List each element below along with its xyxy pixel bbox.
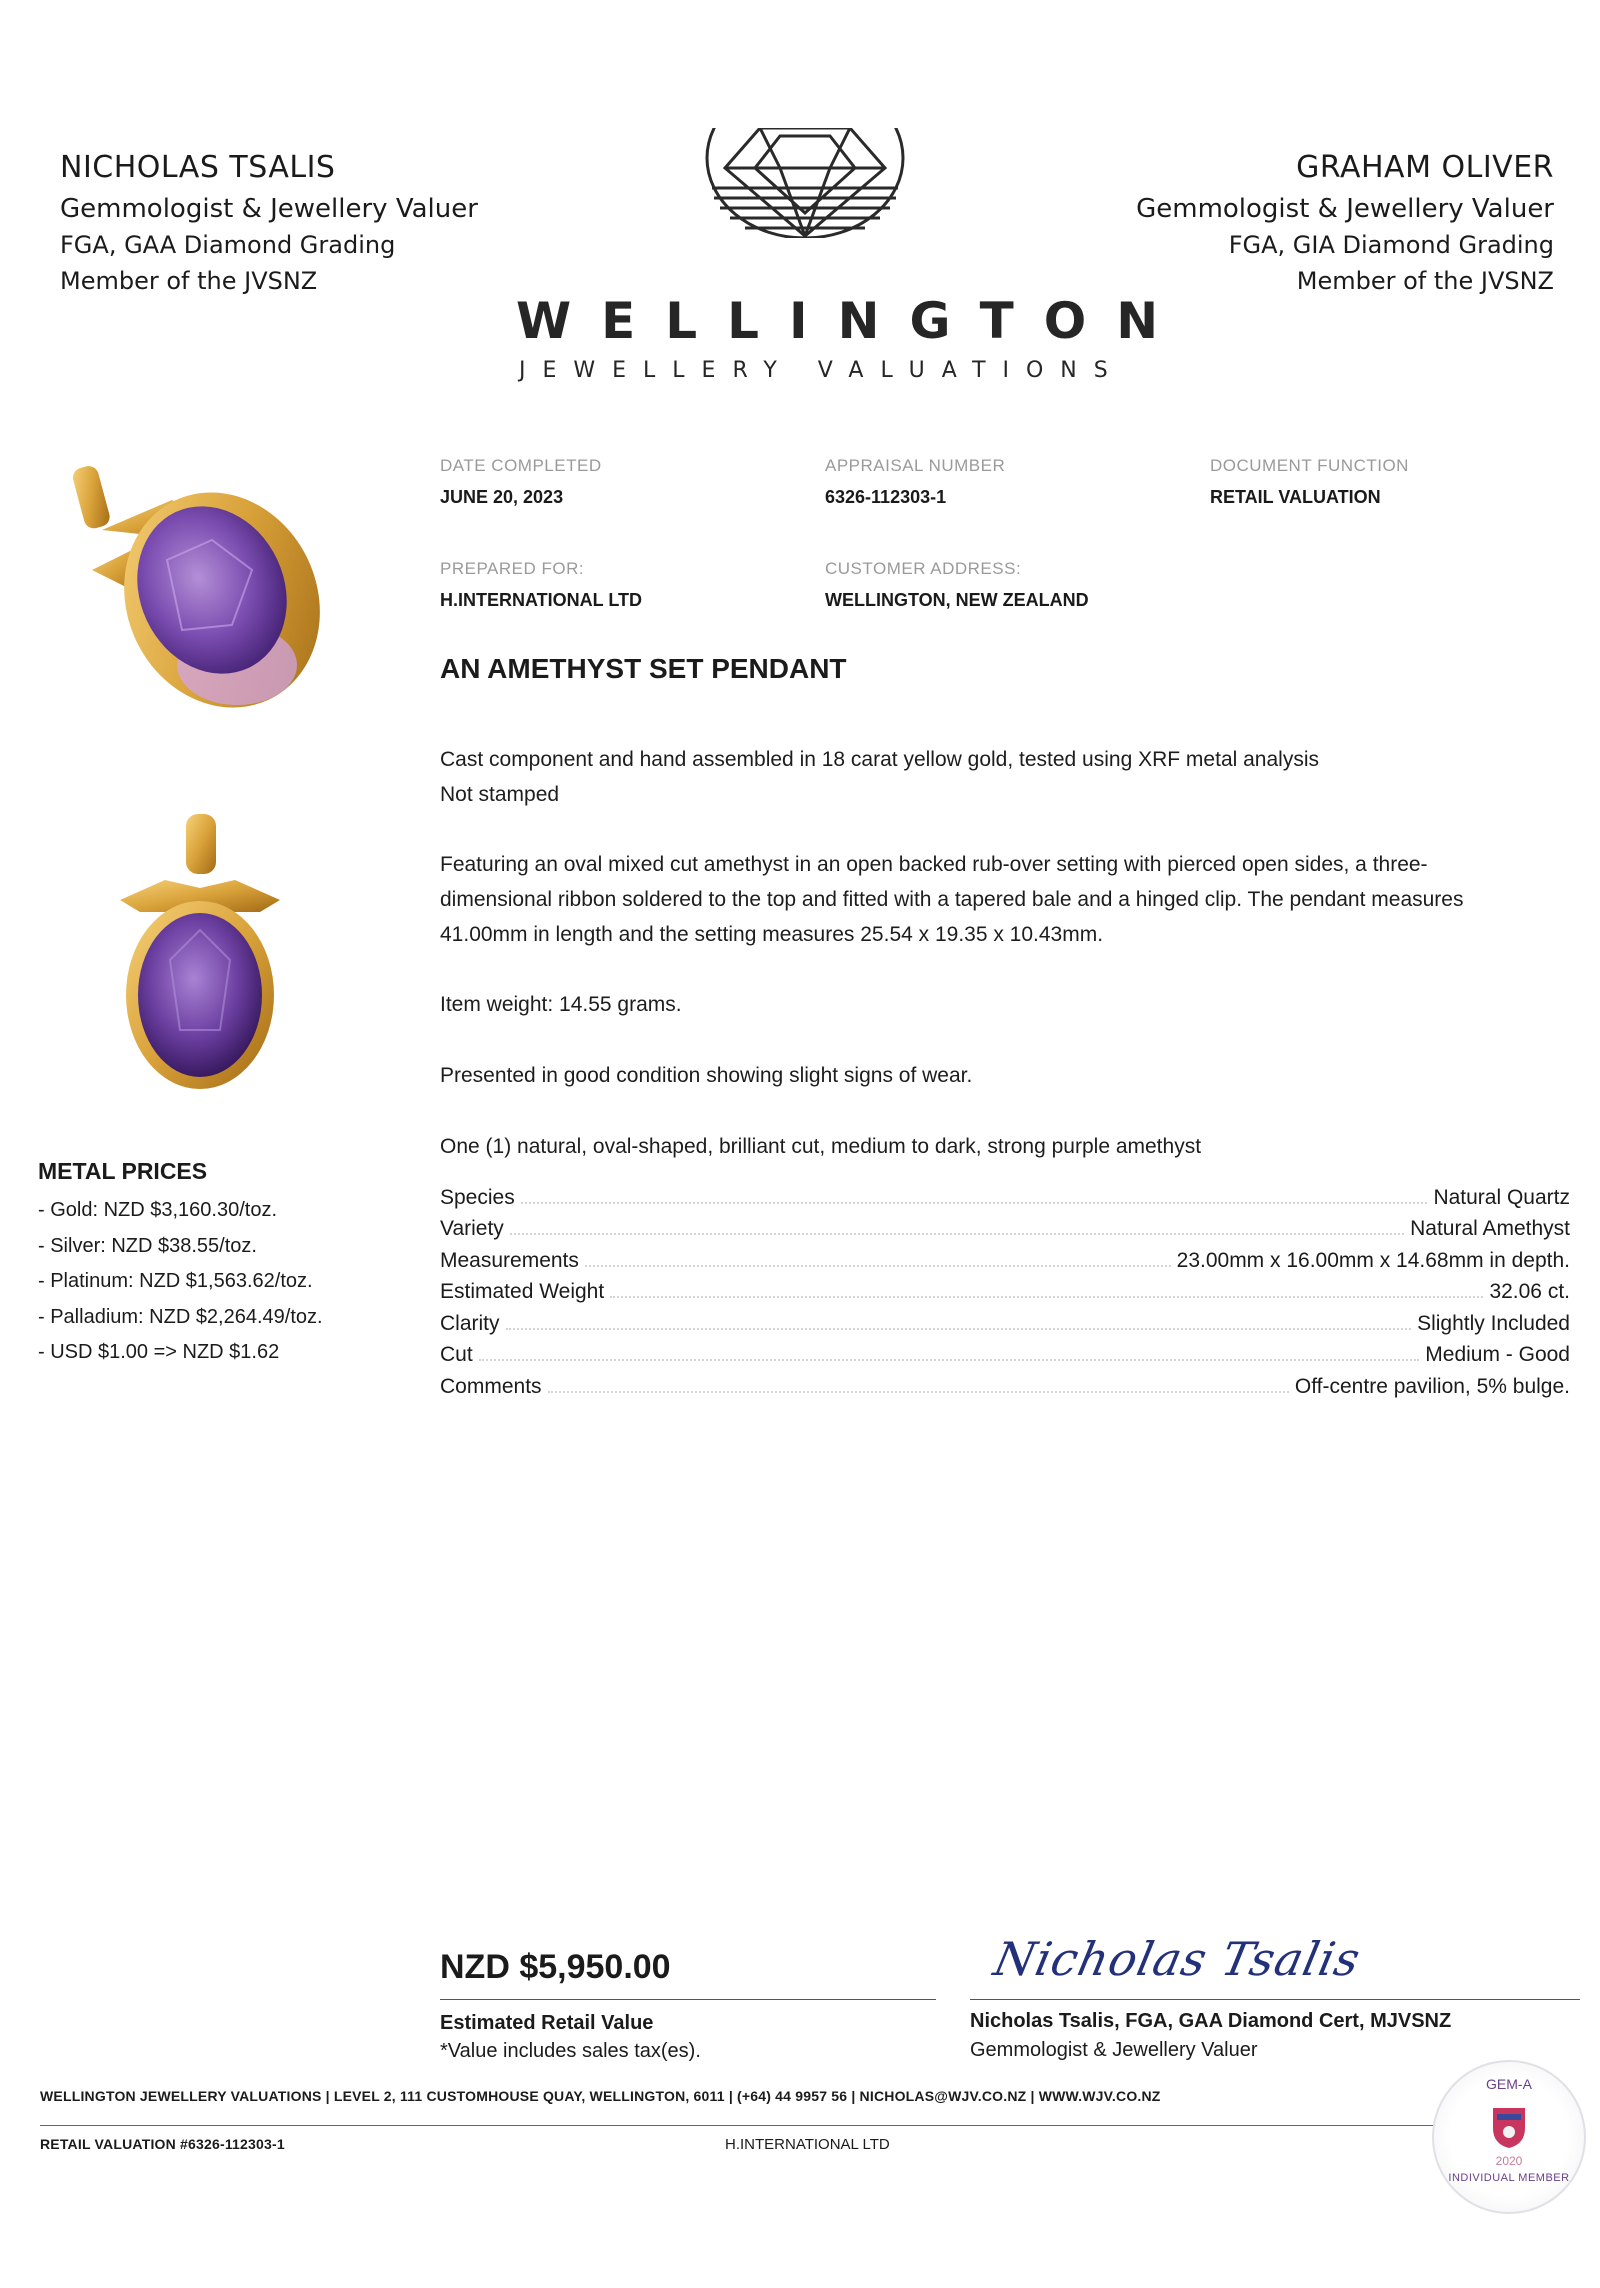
prepared-value: H.INTERNATIONAL LTD	[440, 590, 642, 610]
address-label: CUSTOMER ADDRESS:	[825, 559, 1022, 578]
pendant-photo-angled	[62, 460, 322, 730]
right-valuer-title: Gemmologist & Jewellery Valuer	[1136, 194, 1554, 224]
footer-address: WELLINGTON JEWELLERY VALUATIONS | LEVEL 2, 111 CUSTOMHOUSE QUAY, WELLINGTON, 6011 | (+64) 44 9957 56 | NICHOLAS@WJV.CO.NZ | WWW.WJV.CO.NZ	[40, 2088, 1161, 2104]
metal-prices	[38, 1158, 398, 1371]
item-description	[440, 742, 1570, 1164]
date-label: DATE COMPLETED	[440, 456, 602, 475]
stone-intro: One (1) natural, oval-shaped, brilliant cut, medium to dark, strong purple amethyst	[440, 1135, 1202, 1158]
spec-row: Measurements 23.00mm x 16.00mm x 14.68mm in depth.	[440, 1248, 1570, 1272]
signer-title: Gemmologist & Jewellery Valuer	[970, 2039, 1258, 2061]
signature-rule	[970, 1999, 1580, 2000]
spec-row: Cut Medium - Good	[440, 1343, 1570, 1366]
left-valuer-name: NICHOLAS TSALIS	[60, 150, 336, 185]
valuation-rule	[440, 1999, 936, 2000]
spec-row: Species Natural Quartz	[440, 1185, 1570, 1209]
right-valuer-membership: Member of the JVSNZ	[1296, 267, 1554, 295]
construction-line-1: Cast component and hand assembled in 18 carat yellow gold, tested using XRF metal analysis	[440, 748, 1319, 771]
footer-rule	[40, 2125, 1440, 2126]
right-valuer-name: GRAHAM OLIVER	[1296, 150, 1554, 185]
brand-subtitle: JEWELLERY VALUATIONS	[519, 358, 1125, 383]
left-valuer-credentials: FGA, GAA Diamond Grading	[60, 231, 396, 259]
metal-price-item: - Gold: NZD $3,160.30/toz.	[38, 1199, 278, 1221]
valuation-note: *Value includes sales tax(es).	[440, 2040, 701, 2062]
construction-line-2: Not stamped	[440, 783, 560, 806]
diamond-icon	[700, 128, 910, 238]
right-valuer-block	[1136, 150, 1554, 299]
brand-name: WELLINGTON	[516, 292, 1189, 350]
item-title: AN AMETHYST SET PENDANT	[440, 653, 847, 684]
footer-ref: RETAIL VALUATION #6326-112303-1	[40, 2136, 285, 2152]
function-label: DOCUMENT FUNCTION	[1210, 456, 1409, 475]
pendant-photo-front	[110, 810, 290, 1100]
right-valuer-credentials: FGA, GIA Diamond Grading	[1228, 231, 1554, 259]
seal-year: 2020	[1495, 2154, 1523, 2168]
address-value: WELLINGTON, NEW ZEALAND	[825, 590, 1089, 610]
footer-client: H.INTERNATIONAL LTD	[725, 2136, 890, 2153]
spec-row: Comments Off-centre pavilion, 5% bulge.	[440, 1374, 1570, 1398]
signer-name: Nicholas Tsalis, FGA, GAA Diamond Cert, MJVSNZ	[970, 2010, 1452, 2032]
description-line-3: 41.00mm in length and the setting measures 25.54 x 19.35 x 10.43mm.	[440, 923, 1104, 946]
appraisal-label: APPRAISAL NUMBER	[825, 456, 1006, 475]
metal-price-item: - Silver: NZD $38.55/toz.	[38, 1234, 257, 1257]
date-value: JUNE 20, 2023	[440, 487, 564, 507]
gem-a-seal	[1432, 2060, 1586, 2214]
prepared-label: PREPARED FOR:	[440, 559, 585, 578]
left-valuer-title: Gemmologist & Jewellery Valuer	[60, 194, 478, 224]
metal-price-item: - Palladium: NZD $2,264.49/toz.	[38, 1305, 323, 1328]
metal-prices-heading: METAL PRICES	[38, 1158, 208, 1184]
appraisal-value: 6326-112303-1	[825, 487, 947, 507]
item-weight: Item weight: 14.55 grams.	[440, 993, 682, 1016]
function-value: RETAIL VALUATION	[1210, 487, 1381, 507]
metal-price-item: - USD $1.00 => NZD $1.62	[38, 1341, 280, 1363]
spec-row: Clarity Slightly Included	[440, 1311, 1570, 1335]
left-valuer-membership: Member of the JVSNZ	[60, 267, 318, 295]
signature: Nicholas Tsalis	[989, 1932, 1366, 1986]
seal-top-text: GEM-A	[1486, 2076, 1532, 2092]
valuation-amount: NZD $5,950.00	[440, 1948, 671, 1986]
item-condition: Presented in good condition showing slight signs of wear.	[440, 1064, 973, 1087]
description-line-1: Featuring an oval mixed cut amethyst in an open backed rub-over setting with pierced open sides, a three-	[440, 853, 1428, 876]
crest-icon	[1489, 2104, 1529, 2150]
stone-specs	[440, 1178, 1570, 1399]
metal-price-item: - Platinum: NZD $1,563.62/toz.	[38, 1270, 313, 1292]
spec-row: Estimated Weight 32.06 ct.	[440, 1280, 1570, 1303]
valuation-label: Estimated Retail Value	[440, 2012, 654, 2034]
seal-bottom-text: INDIVIDUAL MEMBER	[1448, 2172, 1570, 2184]
spec-row: Variety Natural Amethyst	[440, 1217, 1570, 1240]
left-valuer-block	[60, 150, 478, 299]
description-line-2: dimensional ribbon soldered to the top and fitted with a tapered bale and a hinged clip. The pendant measures	[440, 888, 1464, 911]
